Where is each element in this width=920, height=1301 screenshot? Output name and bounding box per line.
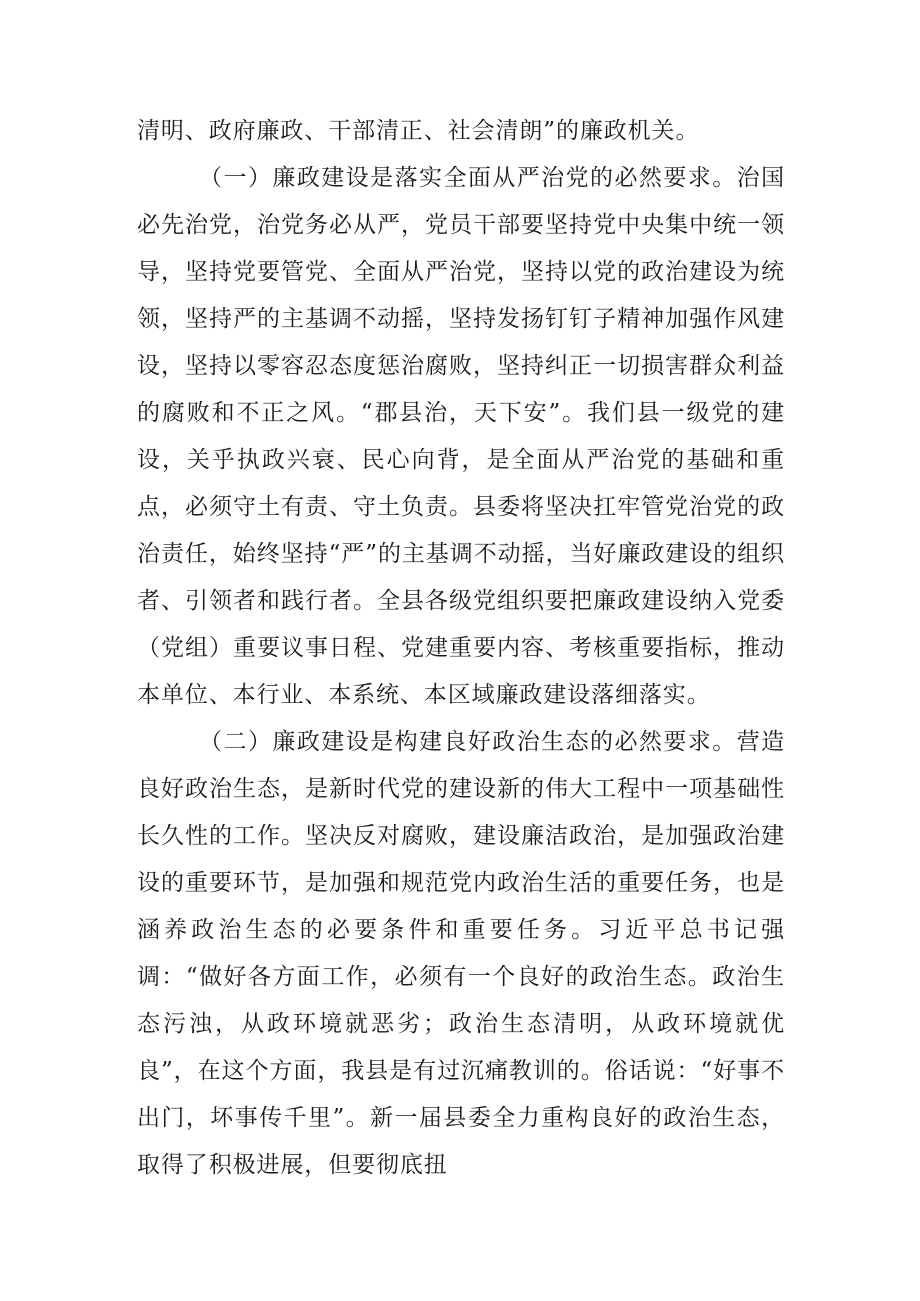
document-body [137,108,785,1189]
paragraph-continuation: 清明、政府廉政、干部清正、社会清朗”的廉政机关。 [137,118,700,144]
paragraph-section-one: （一）廉政建设是落实全面从严治党的必然要求。治国必先治党，治党务必从严，党员干部要坚持党中央集中统一领导，坚持党要管党、全面从严治党，坚持以党的政治建设为统领，坚持严的主基调不动摇，坚持发扬钉钉子精神加强作风建设，坚持以零容忍态度惩治腐败，坚持纠正一切损害群众利益的腐败和不正之风。“郡县治，天下安”。我们县一级党的建设，关乎执政兴衰、民心向背，是全面从严治党的基础和重点，必须守土有责、守土负责。县委将坚决扛牢管党治党的政治责任，始终坚持“严”的主基调不动摇，当好廉政建设的组织者、引领者和践行者。全县各级党组织要把廉政建设纳入党委（党组）重要议事日程、党建重要内容、考核重要指标，推动本单位、本行业、本系统、本区域廉政建设落细落实。 [137,165,785,708]
paragraph-section-two: （二）廉政建设是构建良好政治生态的必然要求。营造良好政治生态，是新时代党的建设新的伟大工程中一项基础性长久性的工作。坚决反对腐败，建设廉洁政治，是加强政治建设的重要环节，是加强和规范党内政治生活的重要任务，也是涵养政治生态的必要条件和重要任务。习近平总书记强调：“做好各方面工作，必须有一个良好的政治生态。政治生态污浊，从政环境就恶劣；政治生态清明，从政环境就优良”，在这个方面，我县是有过沉痛教训的。俗话说：“好事不出门，坏事传千里”。新一届县委全力重构良好的政治生态，取得了积极进展，但要彻底扭 [137,729,785,1178]
